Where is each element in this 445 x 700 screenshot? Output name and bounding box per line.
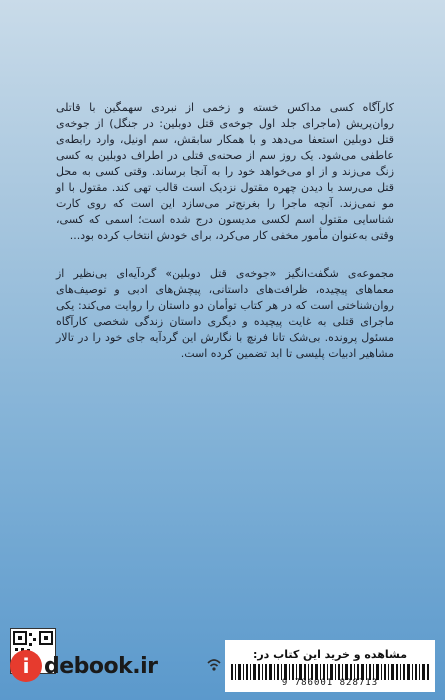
book-blurb	[56, 100, 394, 384]
blurb-paragraph-1: کارآگاه کسی مداکس خسته و زخمی از نبردی سهمگین با قاتلی روان‌پریش (ماجرای جلد اول جوخه‌ی قتل دوبلین: در جنگل) از جوخه‌ی قتل دوبلین استعفا می‌دهد و با همکار سابقش، سم اونیل، وارد رابطه‌ی عاطفی می‌شود. یک روز سم از صحنه‌ی قتلی در اطراف دوبلین به کسی زنگ می‌زند و از او می‌خواهد خود را به آنجا برساند. وقتی کسی به محل قتل می‌رسد با دیدن چهره مقتول نزدیک است قالب تهی کند. مقتول با او مو نمی‌زند. آنچه ماجرا را بغرنج‌تر می‌سازد این است که روی کارت شناسایی مقتول اسم لکسی مدیسون درج شده است؛ اسمی که کسی، وقتی به‌عنوان مأمور مخفی کار می‌کرد، برای خودش انتخاب کرده بود...	[56, 101, 394, 242]
logo-text: debook.ir	[44, 653, 158, 679]
blurb-paragraph-2: مجموعه‌ی شگفت‌انگیز «جوخه‌ی قتل دوبلین» گردآیه‌ای بی‌نظیر از معماهای پیچیده، ظرافت‌های داستانی، پیچش‌های ادبی و توصیف‌های روان‌شناختی است که در هر کتاب توأمان دو داستان را روایت می‌کند: یکی ماجرای قتلی به غایت پیچیده و دیگری داستان زندگی شخصی کارآگاه مسئول پرونده. بی‌شک تانا فرنچ با نگارش این گردآیه جای خود را در تالار مشاهیر ادبیات پلیسی تا ابد تضمین کرده است.	[56, 267, 394, 360]
barcode-panel	[225, 640, 435, 692]
idebook-logo[interactable]	[10, 650, 200, 682]
barcode-digits: 9 786001 828713	[281, 678, 379, 688]
buy-link-text[interactable]: مشاهده و خرید این کتاب در:	[225, 646, 435, 664]
logo-i-badge: i	[10, 650, 42, 682]
wifi-icon	[205, 656, 223, 674]
